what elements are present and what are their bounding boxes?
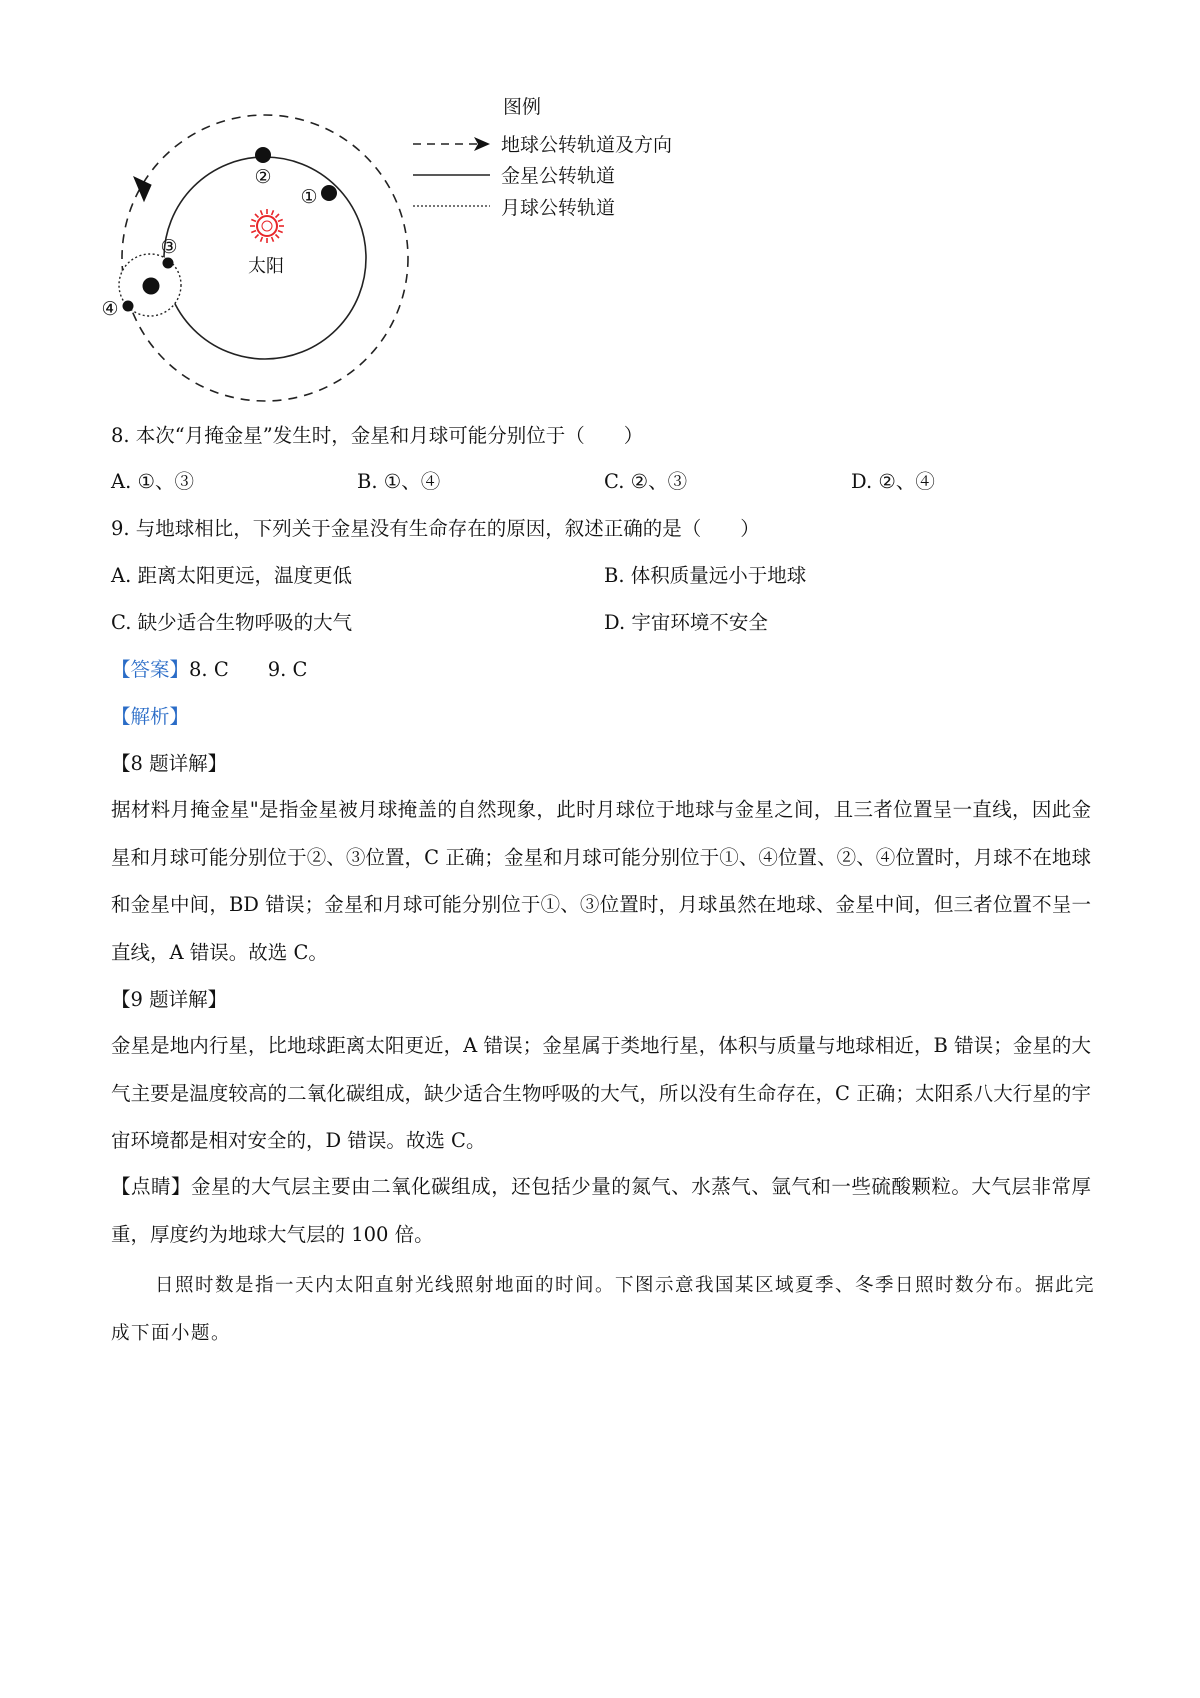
q9-option-b[interactable]: B. 体积质量远小于地球 <box>604 564 807 587</box>
answer-text: 8. C 9. C <box>189 658 308 681</box>
detail8-heading: 【8 题详解】 <box>111 752 228 775</box>
detail8-body: 据材料月掩金星"是指金星被月球掩盖的自然现象，此时月球位于地球与金星之间，且三者位置呈一直线，因此金星和月球可能分别位于②、③位置，C 正确；金星和月球可能分别位于①、④位置、②、④位置时，月球不在地球和金星中间，BD 错误；金星和月球可能分别位于①、③位置时，月球虽然在地球、金星中间，但三者位置不呈一直线，A 错误。故选 C。 <box>111 798 1091 964</box>
q9-option-d[interactable]: D. 宇宙环境不安全 <box>604 611 768 634</box>
tip-tag: 【点睛】 <box>111 1175 192 1198</box>
venus-position-2 <box>255 147 271 163</box>
q8-option-d[interactable]: D. ②、④ <box>851 470 935 493</box>
moon-position-4 <box>123 301 134 312</box>
sun-icon <box>250 209 284 243</box>
detail9-heading: 【9 题详解】 <box>111 988 228 1011</box>
moon-position-3 <box>163 258 174 269</box>
orbit-diagram <box>100 85 800 415</box>
answer-line <box>111 655 307 685</box>
analysis-tag: 【解析】 <box>111 705 190 728</box>
earth-icon <box>143 278 160 295</box>
answer-tag: 【答案】 <box>111 658 190 681</box>
q9-option-c[interactable]: C. 缺少适合生物呼吸的大气 <box>111 611 353 634</box>
legend-item-moon-orbit: 月球公转轨道 <box>501 197 616 219</box>
legend-item-earth-orbit: 地球公转轨道及方向 <box>501 134 673 156</box>
analysis-line <box>111 702 189 732</box>
q8-option-a[interactable]: A. ①、③ <box>111 470 194 493</box>
next-intro: 日照时数是指一天内太阳直射光线照射地面的时间。下图示意我国某区域夏季、冬季日照时数分布。据此完成下面小题。 <box>111 1275 1096 1344</box>
position-label-1: ① <box>300 186 318 208</box>
position-label-2: ② <box>254 166 272 188</box>
tip-paragraph <box>111 1163 1091 1258</box>
position-label-3: ③ <box>160 236 178 258</box>
q8-option-b[interactable]: B. ①、④ <box>357 470 441 493</box>
q9-stem: 9. 与地球相比，下列关于金星没有生命存在的原因，叙述正确的是（ ） <box>111 517 760 540</box>
q8-option-c[interactable]: C. ②、③ <box>604 470 688 493</box>
sun-label: 太阳 <box>248 256 284 277</box>
q9-option-a[interactable]: A. 距离太阳更远，温度更低 <box>111 564 352 587</box>
position-label-4: ④ <box>101 298 119 320</box>
legend-title: 图例 <box>503 96 542 118</box>
earth-orbit-arrow-icon <box>134 177 151 201</box>
detail9-body: 金星是地内行星，比地球距离太阳更近，A 错误；金星属于类地行星，体积与质量与地球相近，B 错误；金星的大气主要是温度较高的二氧化碳组成，缺少适合生物呼吸的大气，所以没有生命存在，C 正确；太阳系八大行星的宇宙环境都是相对安全的，D 错误。故选 C。 <box>111 1034 1091 1152</box>
venus-position-1 <box>321 185 337 201</box>
tip-body: 金星的大气层主要由二氧化碳组成，还包括少量的氮气、水蒸气、氩气和一些硫酸颗粒。大气层非常厚重，厚度约为地球大气层的 100 倍。 <box>111 1175 1091 1246</box>
q8-stem: 8. 本次“月掩金星”发生时，金星和月球可能分别位于（ ） <box>111 424 644 447</box>
legend-item-venus-orbit: 金星公转轨道 <box>501 165 616 187</box>
